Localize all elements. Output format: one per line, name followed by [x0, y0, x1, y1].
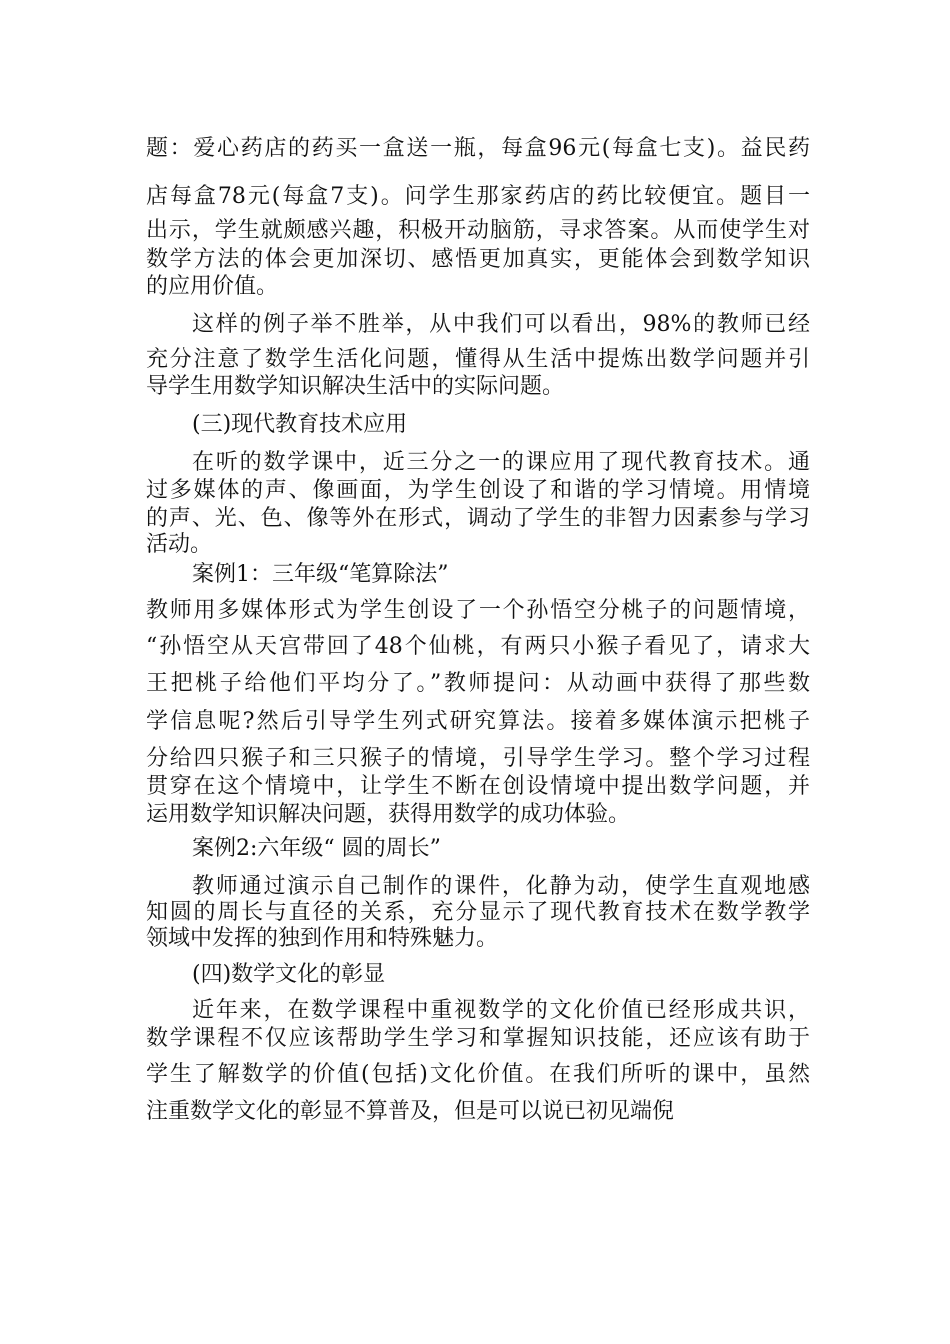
text-line: “孙悟空从天宫带回了48个仙桃，有两只小猴子看见了，请求大 — [146, 634, 810, 659]
text-line: 王把桃子给他们平均分了。”教师提问：从动画中获得了那些数 — [146, 671, 810, 696]
text-line: 学信息呢?然后引导学生列式研究算法。接着多媒体演示把桃子 — [146, 709, 810, 734]
text-line: 分给四只猴子和三只猴子的情境，引导学生学习。整个学习过程 — [146, 746, 810, 771]
case-heading: 案例1：三年级“笔算除法” — [192, 562, 449, 587]
text-line: 导学生用数学知识解决生活中的实际问题。 — [146, 374, 565, 399]
paragraph-first-line: 这样的例子举不胜举，从中我们可以看出，98%的教师已经 — [192, 312, 810, 337]
text-line: 的应用价值。 — [146, 274, 279, 299]
text-line: 运用数学知识解决问题，获得用数学的成功体验。 — [146, 802, 631, 827]
paragraph-first-line: 近年来，在数学课程中重视数学的文化价值已经形成共识， — [192, 998, 810, 1023]
text-line: 充分注意了数学生活化问题，懂得从生活中提炼出数学问题并引 — [146, 347, 810, 372]
text-line: 出示，学生就颇感兴趣，积极开动脑筋，寻求答案。从而使学生对 — [146, 218, 810, 243]
text-line: 过多媒体的声、像画面，为学生创设了和谐的学习情境。用情境 — [146, 478, 810, 503]
paragraph-first-line: 在听的数学课中，近三分之一的课应用了现代教育技术。通 — [192, 450, 810, 475]
text-line: 活动。 — [146, 532, 213, 557]
text-line: 学生了解数学的价值(包括)文化价值。在我们所听的课中，虽然 — [146, 1062, 810, 1087]
paragraph-first-line: 教师通过演示自己制作的课件，化静为动，使学生直观地感 — [192, 874, 810, 899]
text-line: 注重数学文化的彰显不算普及，但是可以说已初见端倪 — [146, 1099, 675, 1124]
section-heading: (三)现代教育技术应用 — [192, 412, 408, 437]
text-line: 店每盒78元(每盒7支)。问学生那家药店的药比较便宜。题目一 — [146, 184, 810, 209]
text-line: 数学方法的体会更加深切、感悟更加真实，更能体会到数学知识 — [146, 247, 810, 272]
text-line: 的声、光、色、像等外在形式，调动了学生的非智力因素参与学习 — [146, 506, 810, 531]
case-heading: 案例2:六年级“ 圆的周长” — [192, 836, 441, 861]
text-line: 领域中发挥的独到作用和特殊魅力。 — [146, 926, 499, 951]
text-line: 数学课程不仅应该帮助学生学习和掌握知识技能，还应该有助于 — [146, 1026, 810, 1051]
text-line: 题：爱心药店的药买一盒送一瓶，每盒96元(每盒七支)。益民药 — [146, 136, 810, 161]
text-line: 教师用多媒体形式为学生创设了一个孙悟空分桃子的问题情境， — [146, 598, 810, 623]
text-line: 知圆的周长与直径的关系，充分显示了现代教育技术在数学教学 — [146, 900, 810, 925]
section-heading: (四)数学文化的彰显 — [192, 962, 386, 987]
text-line: 贯穿在这个情境中，让学生不断在创设情境中提出数学问题，并 — [146, 774, 810, 799]
